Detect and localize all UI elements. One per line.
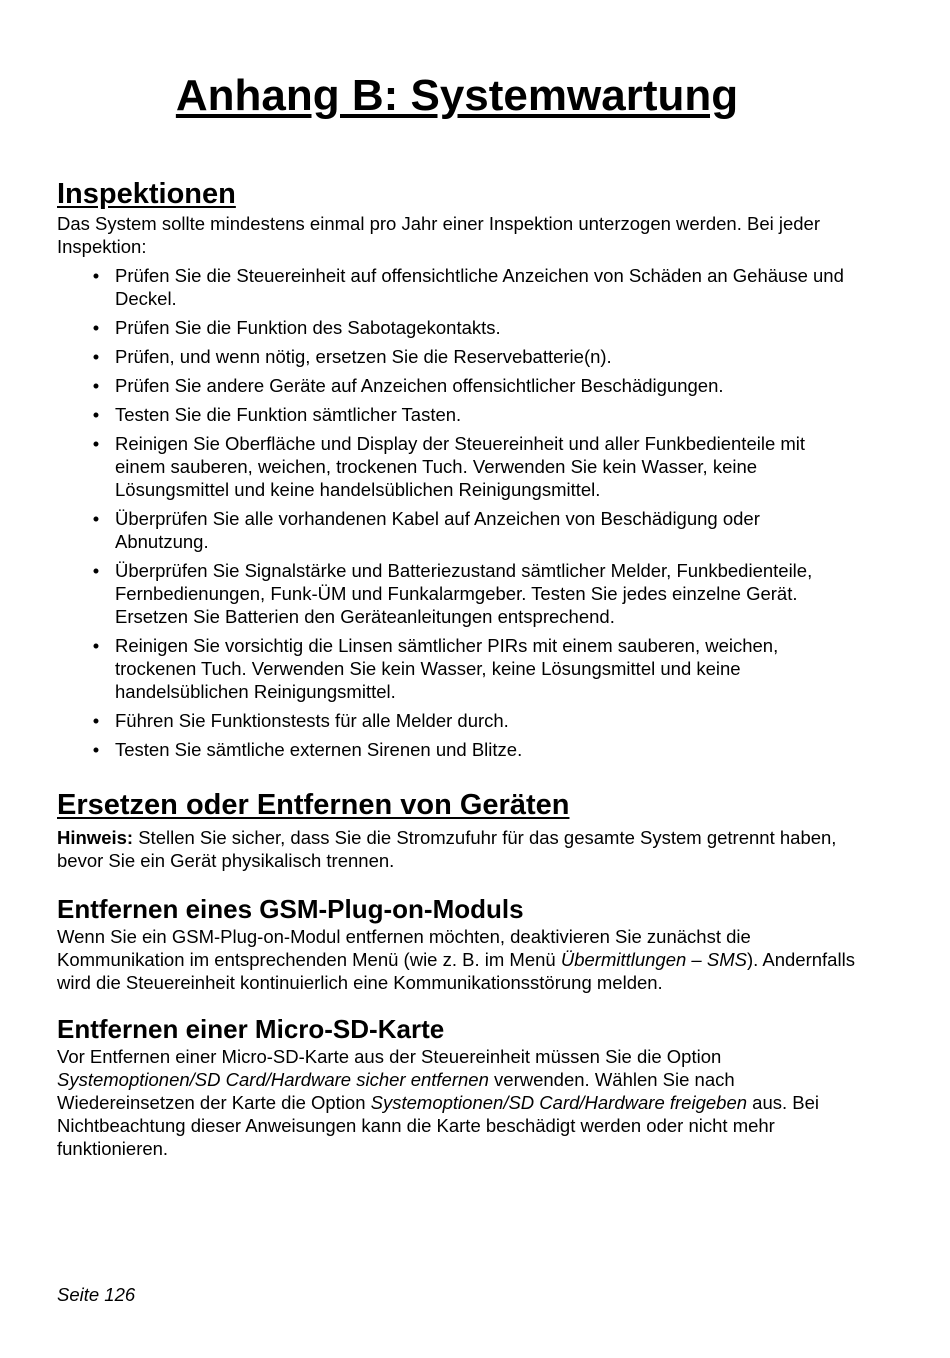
bullet-icon: •: [92, 710, 100, 731]
gsm-menu-name: Übermittlungen – SMS: [560, 949, 747, 970]
checklist-item-text: Prüfen Sie die Steuereinheit auf offensichtliche Anzeichen von Schäden an Gehäuse und Deckel.: [115, 265, 844, 309]
checklist-item: [57, 264, 857, 310]
section-sd-card: [57, 1013, 857, 1160]
bullet-icon: •: [92, 265, 100, 286]
sd-text-2: verwenden. Wählen Sie nach Wiedereinsetzen der Karte die Option: [57, 1069, 735, 1113]
bullet-icon: •: [92, 739, 100, 760]
checklist-item: [57, 403, 857, 426]
section-heading-ersetzen: Ersetzen oder Entfernen von Geräten: [57, 789, 570, 821]
checklist-item: [57, 709, 857, 732]
sd-paragraph: [57, 1045, 857, 1160]
section-inspektionen: [57, 176, 857, 767]
checklist-item: [57, 738, 857, 761]
checklist-item-text: Testen Sie sämtliche externen Sirenen und Blitze.: [115, 739, 523, 760]
bullet-icon: •: [92, 560, 100, 581]
section-heading-gsm: Entfernen eines GSM-Plug-on-Moduls: [57, 894, 524, 924]
checklist-item: [57, 634, 857, 703]
section-gsm-module: [57, 893, 857, 994]
bullet-icon: •: [92, 375, 100, 396]
gsm-paragraph: [57, 925, 857, 994]
bullet-icon: •: [92, 508, 100, 529]
note-text: Stellen Sie sicher, dass Sie die Stromzufuhr für das gesamte System getrennt haben, bevor Sie ein Gerät physikalisch trennen.: [57, 827, 837, 871]
inspection-checklist: [57, 264, 857, 761]
note-label: Hinweis:: [57, 827, 134, 848]
sd-text-3: aus. Bei Nichtbeachtung dieser Anweisungen kann die Karte beschädigt werden oder nicht mehr funktionieren.: [57, 1092, 820, 1159]
checklist-item-text: Überprüfen Sie alle vorhandenen Kabel auf Anzeichen von Beschädigung oder Abnutzung.: [115, 508, 760, 552]
bullet-icon: •: [92, 404, 100, 425]
checklist-item-text: Prüfen, und wenn nötig, ersetzen Sie die Reservebatterie(n).: [115, 346, 612, 367]
gsm-text-2: ). Andernfalls wird die Steuereinheit kontinuierlich eine Kommunikationsstörung melden.: [57, 949, 855, 993]
checklist-item: [57, 507, 857, 553]
checklist-item-text: Reinigen Sie vorsichtig die Linsen sämtlicher PIRs mit einem sauberen, weichen, trockenen Tuch. Verwenden Sie kein Wasser, keine Lösungsmittel und keine handelsüblichen Reinigungsmittel.: [115, 635, 779, 702]
section-ersetzen: [57, 787, 857, 872]
checklist-item: [57, 316, 857, 339]
note-paragraph: [57, 826, 857, 872]
inspektionen-intro: Das System sollte mindestens einmal pro Jahr einer Inspektion unterzogen werden. Bei jeder Inspektion:: [57, 213, 821, 257]
checklist-item-text: Führen Sie Funktionstests für alle Melder durch.: [115, 710, 509, 731]
checklist-item: [57, 559, 857, 628]
page-title: Anhang B: Systemwartung: [175, 71, 739, 120]
checklist-item-text: Prüfen Sie die Funktion des Sabotagekontakts.: [115, 317, 501, 338]
gsm-text-1: Wenn Sie ein GSM-Plug-on-Modul entfernen möchten, deaktivieren Sie zunächst die Kommunikation im entsprechenden Menü (wie z. B. im Menü: [57, 926, 751, 970]
section-heading-sd: Entfernen einer Micro-SD-Karte: [57, 1014, 445, 1044]
bullet-icon: •: [92, 317, 100, 338]
checklist-item: [57, 345, 857, 368]
bullet-icon: •: [92, 346, 100, 367]
bullet-icon: •: [92, 433, 100, 454]
sd-option-release: Systemoptionen/SD Card/Hardware freigeben: [370, 1092, 748, 1113]
checklist-item-text: Überprüfen Sie Signalstärke und Batteriezustand sämtlicher Melder, Funkbedienteile, Fernbedienungen, Funk-ÜM und Funkalarmgeber. Testen Sie jedes einzelne Gerät. Ersetzen Sie Batterien den Geräteanleitungen entsprechend.: [115, 560, 813, 627]
sd-text-1: Vor Entfernen einer Micro-SD-Karte aus der Steuereinheit müssen Sie die Option: [57, 1046, 722, 1067]
checklist-item-text: Reinigen Sie Oberfläche und Display der Steuereinheit und aller Funkbedienteile mit einem sauberen, weichen, trockenen Tuch. Verwenden Sie kein Wasser, keine Lösungsmittel und keine handelsüblichen Reinigungsmittel.: [115, 433, 806, 500]
checklist-item-text: Prüfen Sie andere Geräte auf Anzeichen offensichtlicher Beschädigungen.: [115, 375, 724, 396]
checklist-item: [57, 374, 857, 397]
checklist-item-text: Testen Sie die Funktion sämtlicher Tasten.: [115, 404, 462, 425]
checklist-item: [57, 432, 857, 501]
section-heading-inspektionen: Inspektionen: [57, 178, 236, 210]
page-number: Seite 126: [57, 1284, 136, 1305]
sd-option-remove: Systemoptionen/SD Card/Hardware sicher entfernen: [57, 1069, 489, 1090]
bullet-icon: •: [92, 635, 100, 656]
